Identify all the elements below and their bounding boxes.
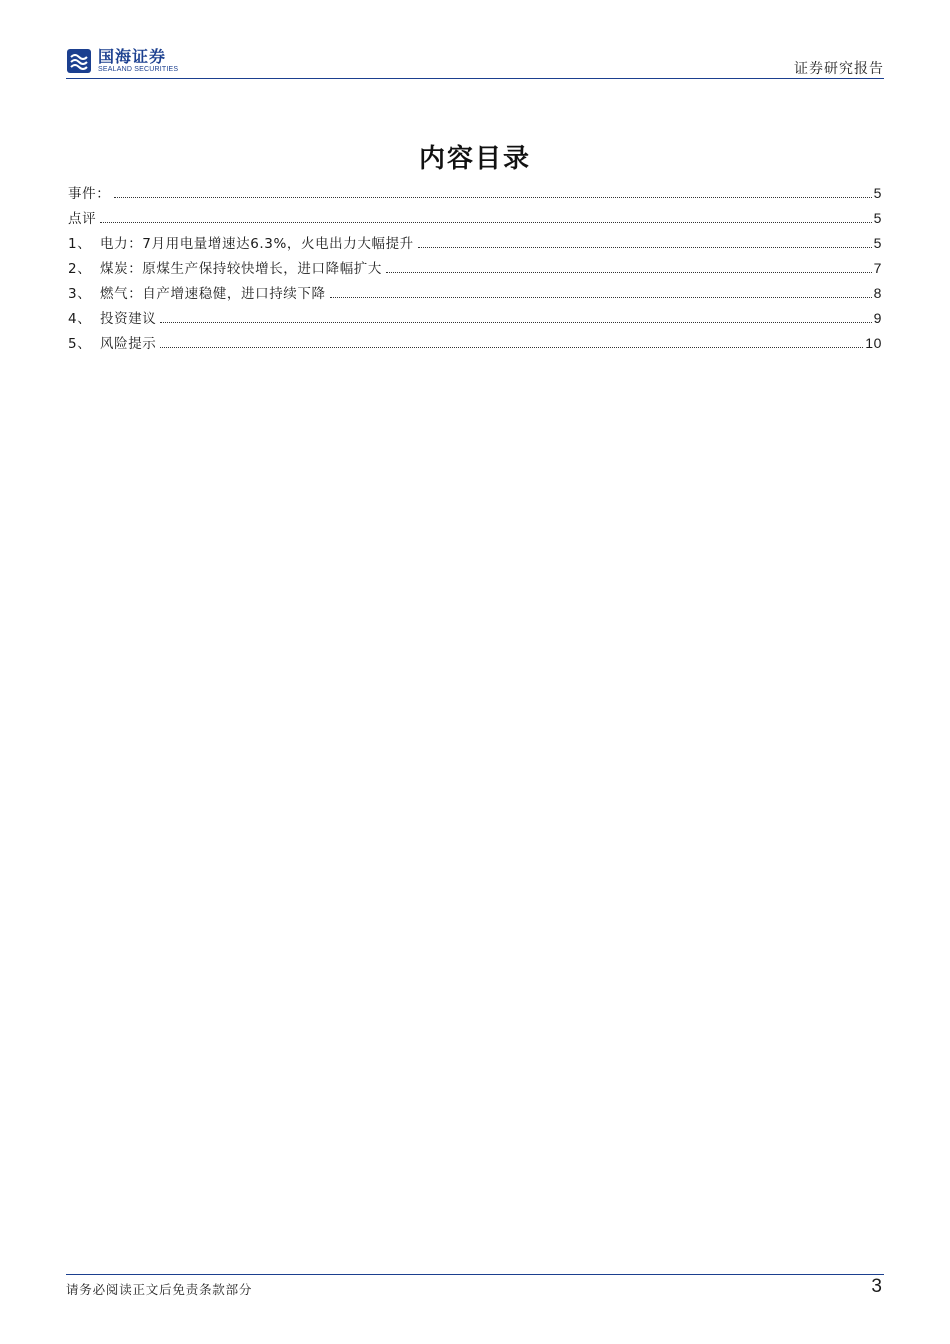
toc-leader-dots	[160, 346, 863, 348]
toc-leader-dots	[160, 321, 871, 323]
toc-entry-page: 5	[873, 235, 882, 251]
sealand-logo-icon	[66, 48, 92, 74]
toc-entry-page: 5	[873, 185, 882, 201]
toc-title: 内容目录	[418, 144, 531, 174]
toc-entry-page: 7	[873, 260, 882, 276]
toc-entry-label: 事件：	[68, 186, 111, 202]
company-logo	[66, 46, 178, 76]
page-number: 3	[871, 1276, 882, 1297]
logo-name-cn: 国海证券	[98, 47, 167, 66]
toc-leader-dots	[386, 271, 872, 273]
page-header	[66, 44, 884, 80]
toc-entry-coal[interactable]	[68, 259, 882, 284]
toc-leader-dots	[100, 221, 871, 223]
footer-disclaimer: 请务必阅读正文后免责条款部分	[66, 1282, 253, 1297]
toc-entry-number: 2、	[68, 261, 92, 277]
toc-entry-event[interactable]	[68, 184, 882, 209]
toc-entry-number: 4、	[68, 311, 92, 327]
header-divider	[66, 78, 884, 79]
toc-entry-label: 点评	[68, 211, 97, 227]
footer-divider	[66, 1274, 884, 1275]
toc-entry-label: 投资建议	[100, 311, 157, 327]
toc-entry-page: 5	[873, 210, 882, 226]
toc-entry-label: 煤炭：原煤生产保持较快增长，进口降幅扩大	[100, 261, 382, 277]
toc-entry-label: 电力：7月用电量增速达6.3%，火电出力大幅提升	[100, 236, 414, 252]
toc-entry-label: 燃气：自产增速稳健，进口持续下降	[100, 286, 326, 302]
toc-entry-label: 风险提示	[100, 336, 157, 352]
report-type-label: 证券研究报告	[794, 61, 884, 77]
toc-entry-page: 10	[865, 335, 882, 351]
toc-entry-commentary[interactable]	[68, 209, 882, 234]
toc-entry-power[interactable]	[68, 234, 882, 259]
toc-leader-dots	[114, 196, 871, 198]
toc-leader-dots	[330, 296, 872, 298]
toc-entry-gas[interactable]	[68, 284, 882, 309]
toc-entry-number: 3、	[68, 286, 92, 302]
toc-entry-page: 9	[873, 310, 882, 326]
toc-entry-number: 5、	[68, 336, 92, 352]
toc-entry-risk[interactable]	[68, 334, 882, 359]
toc-entry-page: 8	[873, 285, 882, 301]
logo-name-en: SEALAND SECURITIES	[98, 66, 179, 73]
toc-leader-dots	[418, 246, 872, 248]
toc-entry-investment[interactable]	[68, 309, 882, 334]
table-of-contents	[68, 184, 882, 359]
toc-entry-number: 1、	[68, 236, 92, 252]
